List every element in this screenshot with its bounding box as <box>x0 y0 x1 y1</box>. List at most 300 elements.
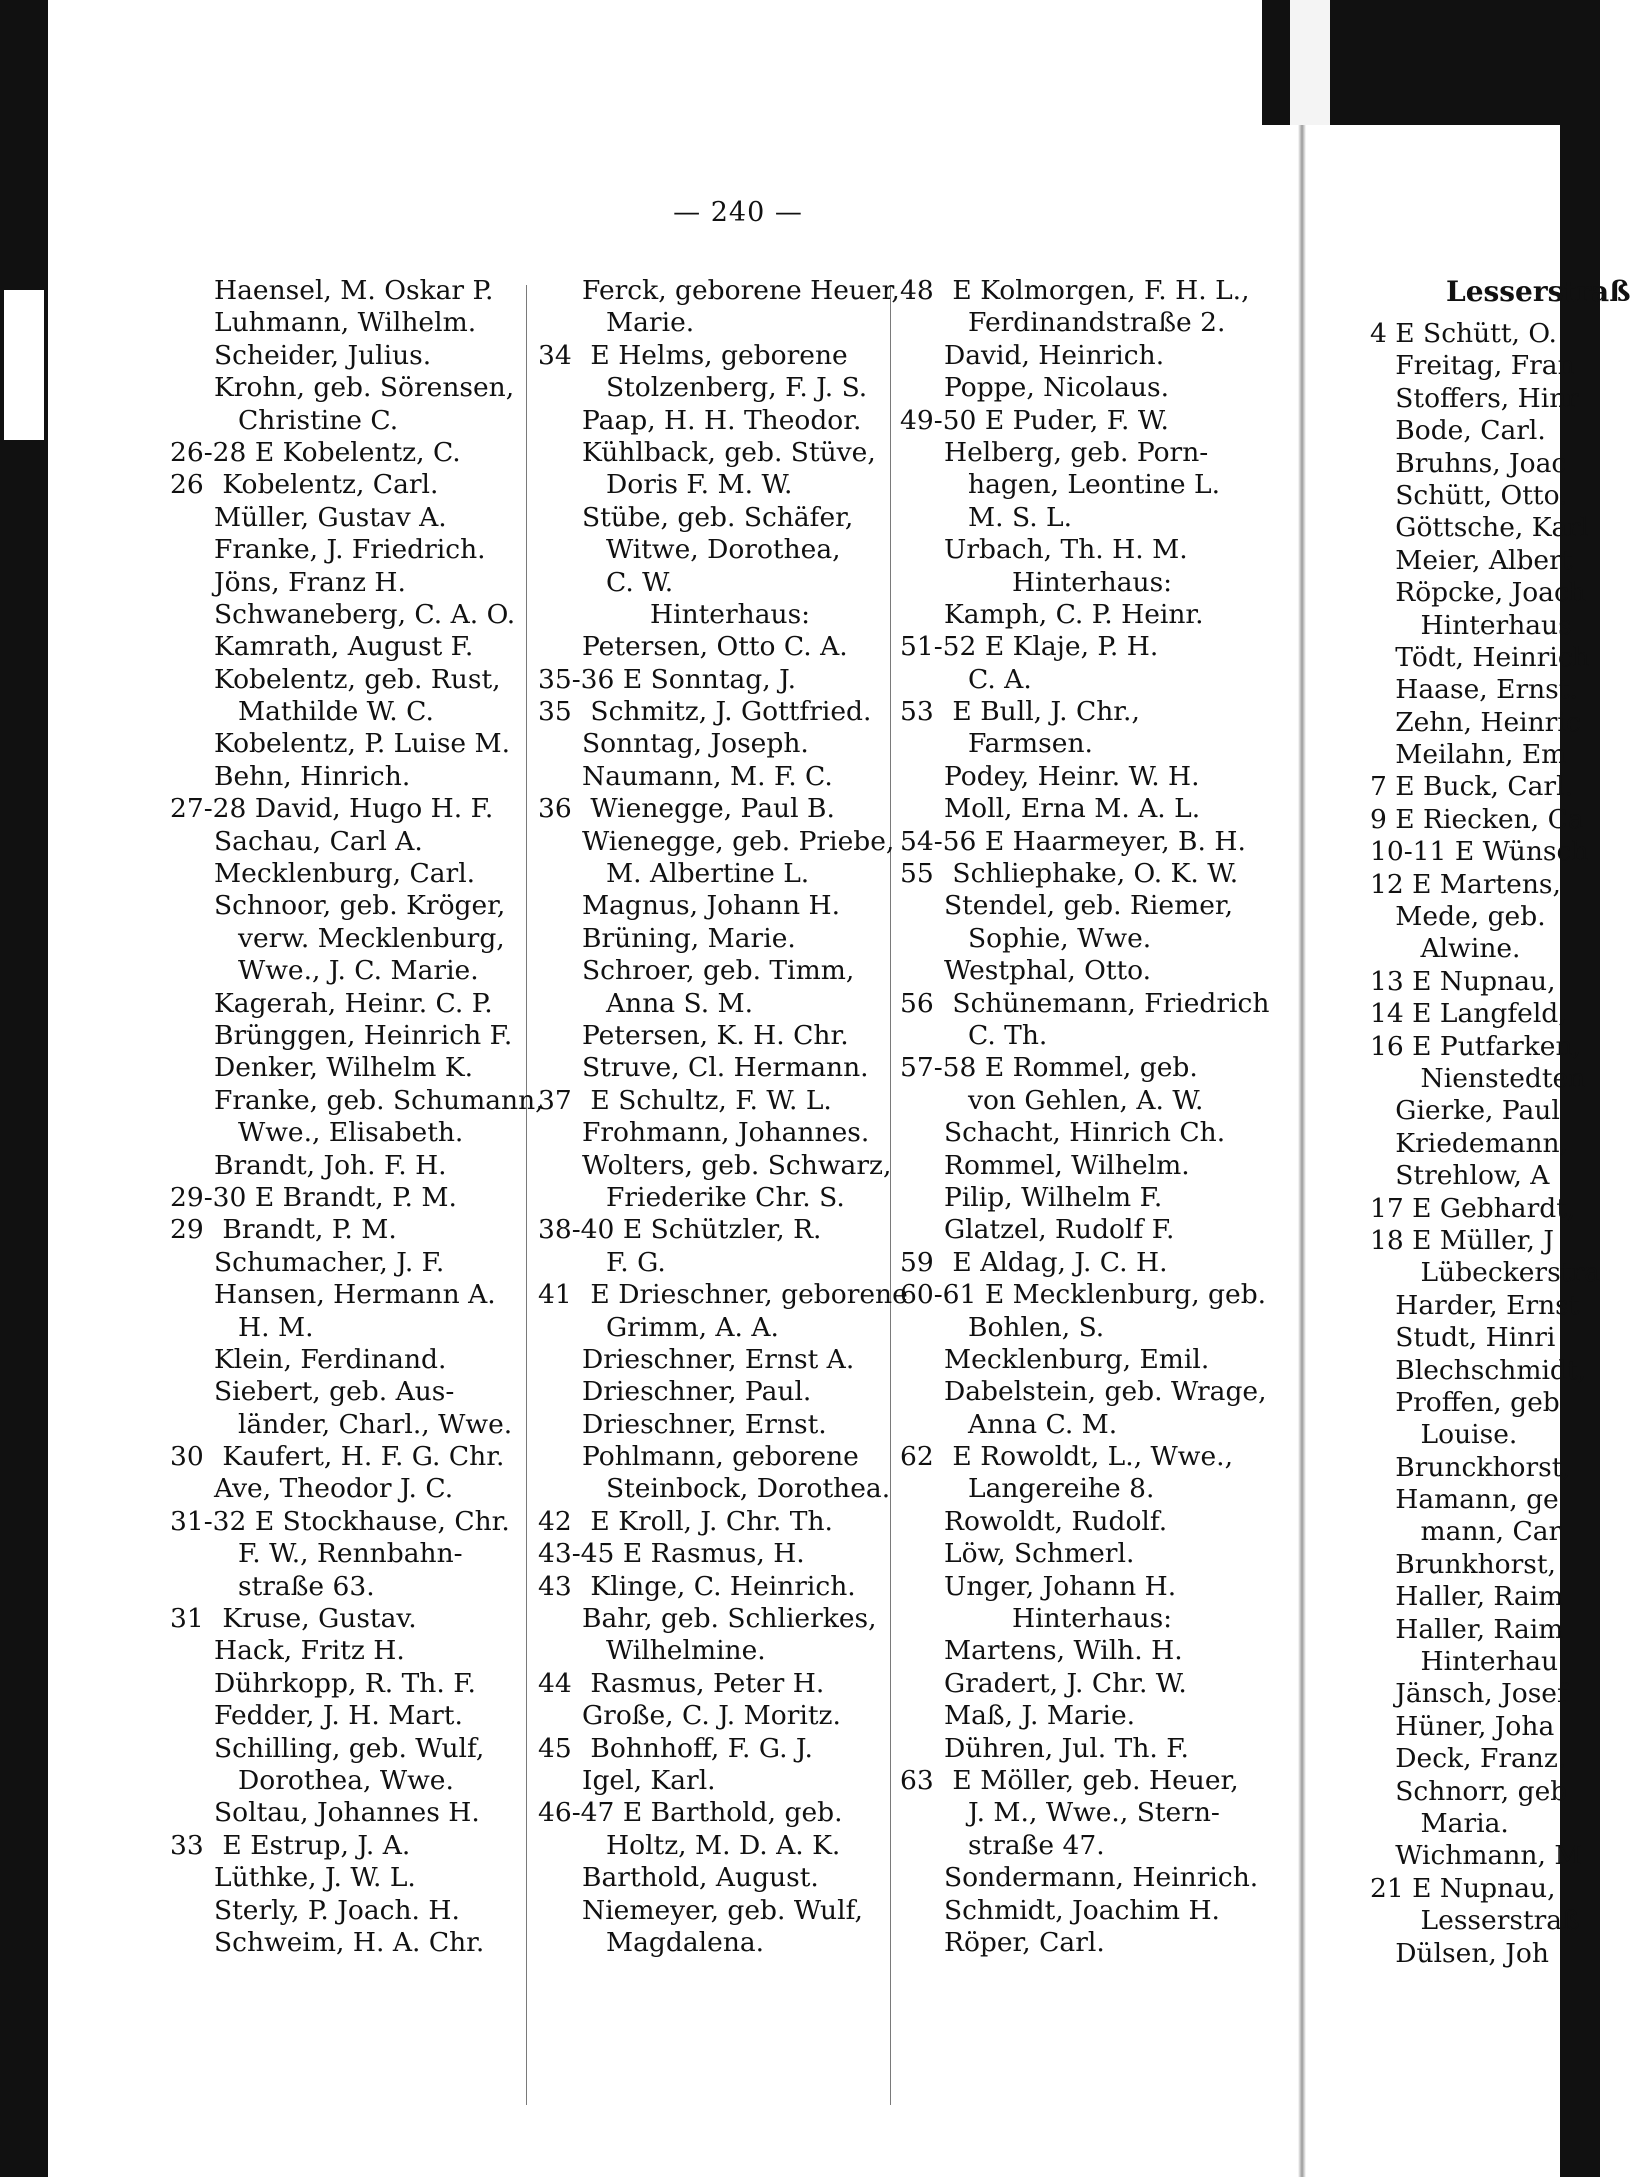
directory-entry <box>900 1020 1300 1052</box>
directory-entry <box>538 1797 928 1829</box>
directory-entry <box>900 340 1300 372</box>
resident-name: Franke, geb. Schumann, <box>214 1084 544 1116</box>
resident-name: Paap, H. H. Theodor. <box>582 404 862 436</box>
directory-entry <box>170 469 570 501</box>
directory-entry <box>538 1052 928 1084</box>
section-label: Hinterhaus: <box>1012 566 1173 598</box>
directory-entry: 4 E Schütt, O. <box>1370 318 1557 349</box>
resident-name: Igel, Karl. <box>582 1764 716 1796</box>
resident-name: Schweim, H. A. Chr. <box>214 1926 485 1958</box>
resident-name: Jöns, Franz H. <box>214 566 406 598</box>
directory-entry <box>170 923 570 955</box>
directory-entry: Zehn, Heinric <box>1370 706 1581 738</box>
directory-entry <box>538 1312 928 1344</box>
directory-entry <box>900 1733 1300 1765</box>
house-number: 59 <box>900 1246 934 1278</box>
directory-entry <box>538 340 928 372</box>
resident-name: Kamrath, August F. <box>214 631 474 663</box>
resident-name: E Kolmorgen, F. H. L., <box>944 275 1250 306</box>
directory-entry: 7 E Buck, Carl. <box>1370 771 1573 803</box>
resident-name: Petersen, Otto C. A. <box>582 631 848 663</box>
resident-name: E Klaje, P. H. <box>976 631 1159 663</box>
resident-name: Kobelentz, geb. Rust, <box>214 663 501 695</box>
directory-entry: Hinterhau <box>1370 1646 1559 1678</box>
house-number: 35 <box>538 696 572 728</box>
resident-name: E Sonntag, J. <box>614 663 797 695</box>
directory-entry <box>170 1409 570 1441</box>
directory-entry: Schütt, Otto. <box>1370 479 1568 511</box>
directory-entry <box>900 955 1300 987</box>
resident-name: Dührkopp, R. Th. F. <box>214 1667 476 1699</box>
resident-name: Kühlback, geb. Stüve, <box>582 436 876 468</box>
house-number: 45 <box>538 1732 572 1764</box>
directory-entry <box>900 567 1300 599</box>
directory-entry: Mede, geb. <box>1370 901 1546 933</box>
resident-name: Anna C. M. <box>968 1408 1118 1440</box>
directory-entry <box>900 1182 1300 1214</box>
directory-entry <box>538 1247 928 1279</box>
directory-entry <box>538 1182 928 1214</box>
house-number: 37 <box>538 1084 572 1116</box>
directory-entry <box>900 1409 1300 1441</box>
resident-name: Franke, J. Friedrich. <box>214 534 486 566</box>
directory-entry: Proffen, geb <box>1370 1386 1560 1418</box>
directory-entry <box>170 696 570 728</box>
directory-entry <box>170 1085 570 1117</box>
resident-name: Scheider, Julius. <box>214 339 432 371</box>
directory-entry <box>900 1344 1300 1376</box>
left-page <box>48 125 1298 2177</box>
directory-entry <box>538 1927 928 1959</box>
house-number: 60-61 <box>900 1279 977 1311</box>
resident-name: Struve, Cl. Hermann. <box>582 1052 869 1084</box>
directory-entry <box>900 1117 1300 1149</box>
directory-entry <box>170 437 570 469</box>
resident-name: Langereihe 8. <box>968 1473 1155 1505</box>
resident-name: Fedder, J. H. Mart. <box>214 1700 463 1732</box>
directory-entry <box>900 1797 1300 1829</box>
house-number: 53 <box>900 696 934 728</box>
resident-name: Schnoor, geb. Kröger, <box>214 890 506 922</box>
directory-entry <box>170 1052 570 1084</box>
house-number: 57-58 <box>900 1052 977 1084</box>
directory-entry <box>538 1538 928 1570</box>
resident-name: Brüning, Marie. <box>582 922 796 954</box>
resident-name: Dabelstein, geb. Wrage, <box>944 1376 1267 1408</box>
directory-entry: Jänsch, Josef <box>1370 1678 1567 1710</box>
resident-name: Soltau, Johannes H. <box>214 1797 480 1829</box>
house-number: 35-36 <box>538 663 615 695</box>
directory-entry <box>538 1085 928 1117</box>
resident-name: Pilip, Wilhelm F. <box>944 1181 1163 1213</box>
directory-entry: Freitag, Fran <box>1370 350 1575 382</box>
resident-name: E Möller, geb. Heuer, <box>944 1764 1239 1796</box>
resident-name: Wolters, geb. Schwarz, <box>582 1149 892 1181</box>
directory-entry <box>538 405 928 437</box>
resident-name: Luhmann, Wilhelm. <box>214 307 477 339</box>
resident-name: Schacht, Hinrich Ch. <box>944 1117 1226 1149</box>
resident-name: Holtz, M. D. A. K. <box>606 1829 841 1861</box>
house-number: 51-52 <box>900 631 977 663</box>
directory-entry: Brunkhorst, <box>1370 1548 1556 1580</box>
directory-entry <box>538 1733 928 1765</box>
directory-entry: Meilahn, Em <box>1370 739 1567 771</box>
directory-entry: Wichmann, M <box>1370 1840 1582 1872</box>
directory-entry <box>538 1117 928 1149</box>
directory-entry <box>538 372 928 404</box>
directory-entry <box>900 1376 1300 1408</box>
directory-entry <box>538 1020 928 1052</box>
scan-strip <box>1290 0 1330 125</box>
directory-entry: Göttsche, Karl <box>1370 512 1589 544</box>
directory-entry <box>170 1927 570 1959</box>
resident-name: Sondermann, Heinrich. <box>944 1862 1259 1894</box>
directory-entry <box>900 858 1300 890</box>
directory-entry: Maria. <box>1370 1807 1509 1839</box>
directory-entry <box>538 890 928 922</box>
resident-name: Rowoldt, Rudolf. <box>944 1505 1168 1537</box>
directory-entry: Meier, Albert <box>1370 544 1573 576</box>
directory-entry <box>538 1862 928 1894</box>
section-label: Hinterhaus: <box>1012 1603 1173 1635</box>
directory-entry: Bruhns, Joac <box>1370 447 1567 479</box>
directory-entry <box>538 275 928 307</box>
resident-name: E Estrup, J. A. <box>214 1829 411 1861</box>
directory-entry <box>170 1895 570 1927</box>
resident-name: H. M. <box>238 1311 314 1343</box>
directory-entry <box>900 1441 1300 1473</box>
resident-name: Sophie, Wwe. <box>968 922 1152 954</box>
resident-name: Sonntag, Joseph. <box>582 728 809 760</box>
resident-name: Löw, Schmerl. <box>944 1538 1135 1570</box>
directory-entry <box>538 858 928 890</box>
directory-entry <box>170 1733 570 1765</box>
directory-entry <box>170 405 570 437</box>
directory-entry <box>900 728 1300 760</box>
directory-entry <box>170 567 570 599</box>
directory-entry <box>538 1409 928 1441</box>
house-number: 48 <box>900 275 934 306</box>
resident-name: E Rommel, geb. <box>976 1052 1198 1084</box>
resident-name: E Brandt, P. M. <box>246 1181 457 1213</box>
resident-name: Doris F. M. W. <box>606 469 793 501</box>
resident-name: Klinge, C. Heinrich. <box>582 1570 856 1602</box>
directory-entry <box>170 793 570 825</box>
directory-entry <box>900 1085 1300 1117</box>
resident-name: Drieschner, Ernst. <box>582 1408 827 1440</box>
directory-entry <box>900 372 1300 404</box>
resident-name: E Schützler, R. <box>614 1214 822 1246</box>
directory-entry <box>900 1506 1300 1538</box>
resident-name: Behn, Hinrich. <box>214 760 411 792</box>
directory-entry <box>538 696 928 728</box>
directory-entry <box>900 1538 1300 1570</box>
directory-entry <box>900 437 1300 469</box>
directory-entry <box>900 664 1300 696</box>
directory-entry <box>900 1862 1300 1894</box>
resident-name: Schilling, geb. Wulf, <box>214 1732 485 1764</box>
directory-entry <box>900 1473 1300 1505</box>
resident-name: Ferdinandstraße 2. <box>968 307 1226 339</box>
directory-entry <box>170 1830 570 1862</box>
directory-entry: Louise. <box>1370 1419 1518 1451</box>
house-number: 26 <box>170 469 204 501</box>
directory-entry <box>170 1182 570 1214</box>
resident-name: verw. Mecklenburg, <box>238 922 505 954</box>
directory-entry: Stoffers, Hinr <box>1370 382 1579 414</box>
resident-name: Klein, Ferdinand. <box>214 1343 447 1375</box>
directory-entry <box>170 988 570 1020</box>
directory-entry <box>170 1150 570 1182</box>
directory-entry <box>900 1279 1300 1311</box>
resident-name: F. G. <box>606 1246 666 1278</box>
directory-entry <box>900 1312 1300 1344</box>
directory-entry: Hinterhaus <box>1370 609 1572 641</box>
scan-border-left <box>0 0 48 2177</box>
house-number: 43-45 <box>538 1538 615 1570</box>
directory-entry: Haase, Ernst. <box>1370 674 1578 706</box>
house-number: 43 <box>538 1570 572 1602</box>
resident-name: Kruse, Gustav. <box>214 1603 417 1635</box>
directory-entry <box>538 1603 928 1635</box>
house-number: 38-40 <box>538 1214 615 1246</box>
directory-entry: Nienstedten <box>1370 1062 1586 1094</box>
directory-column-3 <box>900 275 1300 1959</box>
directory-entry <box>900 1668 1300 1700</box>
directory-entry: Brunckhorst, <box>1370 1451 1571 1483</box>
resident-name: Bohlen, S. <box>968 1311 1105 1343</box>
directory-entry: 18 E Müller, J <box>1370 1224 1554 1256</box>
resident-name: Wilhelmine. <box>606 1635 766 1667</box>
house-number: 63 <box>900 1764 934 1796</box>
resident-name: Friederike Chr. S. <box>606 1181 845 1213</box>
directory-entry <box>900 307 1300 339</box>
directory-entry <box>900 988 1300 1020</box>
resident-name: Dühren, Jul. Th. F. <box>944 1732 1189 1764</box>
directory-entry: 9 E Riecken, Ca <box>1370 803 1584 835</box>
directory-entry <box>538 437 928 469</box>
resident-name: F. W., Rennbahn- <box>238 1538 463 1570</box>
resident-name: Marie. <box>606 307 695 339</box>
resident-name: Mecklenburg, Emil. <box>944 1343 1210 1375</box>
resident-name: Krohn, geb. Sörensen, <box>214 372 515 404</box>
resident-name: Pohlmann, geborene <box>582 1441 859 1473</box>
directory-entry <box>900 1765 1300 1797</box>
house-number: 34 <box>538 339 572 371</box>
directory-entry: Studt, Hinri <box>1370 1322 1556 1354</box>
resident-name: E Schultz, F. W. L. <box>582 1084 832 1116</box>
directory-entry: Hamann, ge <box>1370 1484 1559 1516</box>
directory-column-2 <box>538 275 928 1959</box>
resident-name: Drieschner, Ernst A. <box>582 1343 855 1375</box>
resident-name: hagen, Leontine L. <box>968 469 1221 501</box>
resident-name: Sterly, P. Joach. H. <box>214 1894 460 1926</box>
directory-entry: Blechschmidt, <box>1370 1354 1586 1386</box>
resident-name: Naumann, M. F. C. <box>582 760 833 792</box>
directory-entry: 16 E Putfarken, <box>1370 1030 1581 1062</box>
directory-entry <box>900 469 1300 501</box>
directory-entry: Haller, Raim <box>1370 1581 1564 1613</box>
directory-entry: Gierke, Paul <box>1370 1095 1560 1127</box>
resident-name: Stübe, geb. Schäfer, <box>582 501 854 533</box>
directory-entry <box>900 793 1300 825</box>
resident-name: Wienegge, geb. Priebe, <box>582 825 895 857</box>
directory-entry <box>900 1927 1300 1959</box>
house-number: 29 <box>170 1214 204 1246</box>
resident-name: Bahr, geb. Schlierkes, <box>582 1603 877 1635</box>
directory-entry: Bode, Carl. <box>1370 415 1546 447</box>
resident-name: Denker, Wilhelm K. <box>214 1052 474 1084</box>
spine-mark <box>4 290 44 440</box>
directory-entry <box>170 1571 570 1603</box>
directory-entry <box>170 1668 570 1700</box>
directory-entry <box>538 761 928 793</box>
right-page-column <box>1370 318 1600 1970</box>
directory-entry <box>900 1830 1300 1862</box>
resident-name: Hack, Fritz H. <box>214 1635 405 1667</box>
resident-name: Urbach, Th. H. M. <box>944 534 1188 566</box>
resident-name: Dorothea, Wwe. <box>238 1764 454 1796</box>
directory-entry: Hüner, Joha <box>1370 1710 1555 1742</box>
directory-entry <box>900 1635 1300 1667</box>
resident-name: Schumacher, J. F. <box>214 1246 445 1278</box>
directory-entry <box>900 599 1300 631</box>
directory-entry <box>900 1150 1300 1182</box>
directory-entry <box>170 275 570 307</box>
directory-entry <box>900 1214 1300 1246</box>
directory-entry <box>170 955 570 987</box>
directory-entry <box>170 1538 570 1570</box>
resident-name: Stolzenberg, F. J. S. <box>606 372 868 404</box>
directory-entry: Deck, Franz. <box>1370 1743 1567 1775</box>
resident-name: Kaufert, H. F. G. Chr. <box>214 1441 505 1473</box>
resident-name: Wienegge, Paul B. <box>582 793 835 825</box>
directory-entry: Lesserstraß <box>1370 1905 1580 1937</box>
directory-entry <box>538 1830 928 1862</box>
directory-entry <box>538 955 928 987</box>
resident-name: Magnus, Johann H. <box>582 890 841 922</box>
resident-name: E Drieschner, geborene <box>582 1279 908 1311</box>
directory-entry <box>900 1571 1300 1603</box>
resident-name: Wwe., J. C. Marie. <box>238 955 479 987</box>
resident-name: Magdalena. <box>606 1926 765 1958</box>
house-number: 56 <box>900 987 934 1019</box>
resident-name: Bohnhoff, F. G. J. <box>582 1732 813 1764</box>
directory-entry <box>900 890 1300 922</box>
resident-name: Westphal, Otto. <box>944 955 1152 987</box>
resident-name: E Puder, F. W. <box>976 404 1169 436</box>
resident-name: Haensel, M. Oskar P. <box>214 275 494 306</box>
directory-entry: Röpcke, Joach <box>1370 577 1586 609</box>
resident-name: straße 47. <box>968 1829 1105 1861</box>
resident-name: Witwe, Dorothea, <box>606 534 841 566</box>
resident-name: Poppe, Nicolaus. <box>944 372 1169 404</box>
house-number: 31-32 <box>170 1505 247 1537</box>
house-number: 27-28 <box>170 793 247 825</box>
directory-entry: 14 E Langfeld, <box>1370 998 1567 1030</box>
directory-entry <box>170 534 570 566</box>
resident-name: David, Heinrich. <box>944 339 1165 371</box>
right-page-fragment <box>1306 125 1630 2177</box>
resident-name: E Barthold, geb. <box>614 1797 843 1829</box>
directory-entry: 10-11 E Wünsch <box>1370 836 1589 868</box>
directory-entry <box>170 1020 570 1052</box>
directory-entry <box>538 534 928 566</box>
directory-entry <box>170 761 570 793</box>
resident-name: Lüthke, J. W. L. <box>214 1862 416 1894</box>
directory-entry <box>900 1247 1300 1279</box>
directory-entry <box>170 1344 570 1376</box>
directory-entry <box>900 761 1300 793</box>
resident-name: C. W. <box>606 566 674 598</box>
directory-entry: 21 E Nupnau, <box>1370 1872 1556 1904</box>
directory-entry <box>538 793 928 825</box>
house-number: 49-50 <box>900 404 977 436</box>
resident-name: Martens, Wilh. H. <box>944 1635 1183 1667</box>
directory-entry: 17 E Gebhardt, <box>1370 1192 1576 1224</box>
directory-entry <box>170 372 570 404</box>
resident-name: von Gehlen, A. W. <box>968 1084 1204 1116</box>
directory-entry <box>538 1700 928 1732</box>
directory-entry: Haller, Raim <box>1370 1613 1564 1645</box>
directory-entry: Schnorr, geb <box>1370 1775 1568 1807</box>
directory-entry <box>170 340 570 372</box>
directory-entry <box>538 826 928 858</box>
directory-entry <box>170 307 570 339</box>
directory-entry: Dülsen, Joh <box>1370 1937 1549 1969</box>
resident-name: Maß, J. Marie. <box>944 1700 1136 1732</box>
resident-name: Gradert, J. Chr. W. <box>944 1667 1187 1699</box>
house-number: 30 <box>170 1441 204 1473</box>
directory-entry <box>900 1895 1300 1927</box>
directory-entry <box>538 1214 928 1246</box>
resident-name: Steinbock, Dorothea. <box>606 1473 891 1505</box>
directory-entry <box>170 826 570 858</box>
directory-entry <box>538 1765 928 1797</box>
directory-entry <box>900 502 1300 534</box>
resident-name: Wwe., Elisabeth. <box>238 1117 464 1149</box>
page-number: — 240 — <box>673 197 803 228</box>
directory-entry: Alwine. <box>1370 933 1521 965</box>
directory-entry <box>170 1797 570 1829</box>
directory-entry <box>900 405 1300 437</box>
directory-entry: Strehlow, A <box>1370 1160 1550 1192</box>
resident-name: E Kobelentz, C. <box>246 436 461 468</box>
directory-entry <box>170 1473 570 1505</box>
resident-name: Schmitz, J. Gottfried. <box>582 696 872 728</box>
house-number: 55 <box>900 858 934 890</box>
house-number: 31 <box>170 1603 204 1635</box>
resident-name: Müller, Gustav A. <box>214 501 447 533</box>
resident-name: Glatzel, Rudolf F. <box>944 1214 1175 1246</box>
directory-entry <box>538 1344 928 1376</box>
directory-entry: 13 E Nupnau, <box>1370 965 1556 997</box>
resident-name: M. Albertine L. <box>606 858 810 890</box>
resident-name: Frohmann, Johannes. <box>582 1117 870 1149</box>
resident-name: Schünemann, Friedrich <box>944 987 1270 1019</box>
resident-name: Schmidt, Joachim H. <box>944 1894 1220 1926</box>
resident-name: Kobelentz, P. Luise M. <box>214 728 511 760</box>
resident-name: Schroer, geb. Timm, <box>582 955 855 987</box>
directory-entry <box>170 858 570 890</box>
house-number: 36 <box>538 793 572 825</box>
directory-entry <box>538 1506 928 1538</box>
resident-name: E Mecklenburg, geb. <box>976 1279 1267 1311</box>
directory-entry <box>170 1700 570 1732</box>
resident-name: Kagerah, Heinr. C. P. <box>214 987 493 1019</box>
resident-name: Brünggen, Heinrich F. <box>214 1019 513 1051</box>
resident-name: Niemeyer, geb. Wulf, <box>582 1894 863 1926</box>
